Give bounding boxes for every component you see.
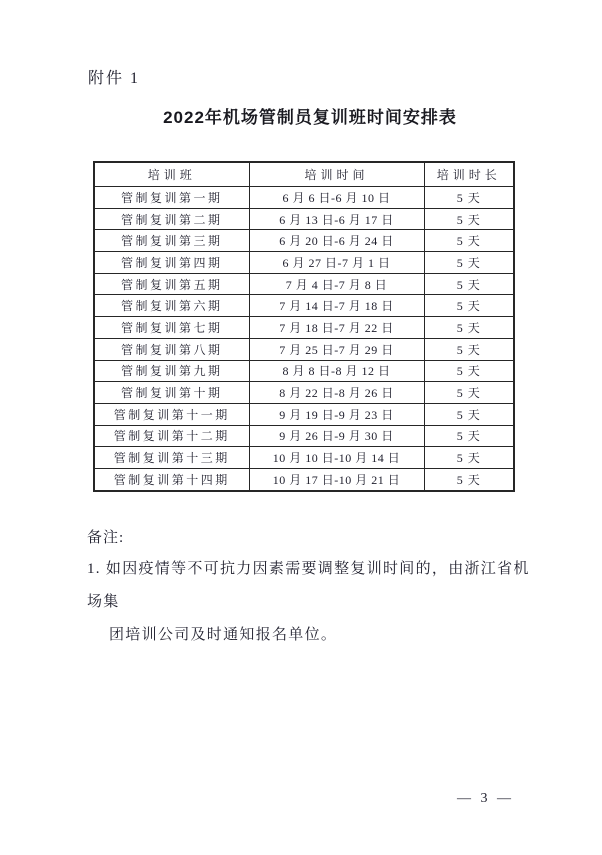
cell-duration: 5 天 [424, 273, 514, 295]
cell-duration: 5 天 [424, 338, 514, 360]
cell-training-time: 6 月 20 日-6 月 24 日 [249, 230, 424, 252]
cell-class-name: 管制复训第九期 [94, 360, 249, 382]
cell-training-time: 7 月 4 日-7 月 8 日 [249, 273, 424, 295]
cell-training-time: 9 月 19 日-9 月 23 日 [249, 403, 424, 425]
cell-class-name: 管制复训第八期 [94, 338, 249, 360]
cell-training-time: 7 月 25 日-7 月 29 日 [249, 338, 424, 360]
cell-class-name: 管制复训第十三期 [94, 447, 249, 469]
cell-class-name: 管制复训第六期 [94, 295, 249, 317]
cell-duration: 5 天 [424, 425, 514, 447]
table-row [94, 273, 514, 295]
table-row [94, 403, 514, 425]
table-row [94, 208, 514, 230]
column-header-duration: 培训时长 [424, 162, 514, 187]
cell-duration: 5 天 [424, 317, 514, 339]
notes-label: 备注: [87, 530, 125, 546]
cell-class-name: 管制复训第十一期 [94, 403, 249, 425]
cell-class-name: 管制复训第三期 [94, 230, 249, 252]
page-title: 2022年机场管制员复训班时间安排表 [163, 108, 457, 127]
cell-duration: 5 天 [424, 230, 514, 252]
cell-duration: 5 天 [424, 382, 514, 404]
cell-training-time: 6 月 13 日-6 月 17 日 [249, 208, 424, 230]
table-row [94, 230, 514, 252]
table-row [94, 360, 514, 382]
cell-duration: 5 天 [424, 295, 514, 317]
cell-training-time: 8 月 22 日-8 月 26 日 [249, 382, 424, 404]
cell-class-name: 管制复训第二期 [94, 208, 249, 230]
table-row [94, 468, 514, 490]
cell-training-time: 10 月 17 日-10 月 21 日 [249, 468, 424, 490]
table-header-row [94, 162, 514, 187]
cell-duration: 5 天 [424, 208, 514, 230]
table-row [94, 425, 514, 447]
cell-duration: 5 天 [424, 187, 514, 209]
cell-duration: 5 天 [424, 468, 514, 490]
note-item [87, 553, 532, 652]
cell-class-name: 管制复训第十期 [94, 382, 249, 404]
cell-training-time: 7 月 18 日-7 月 22 日 [249, 317, 424, 339]
table-row [94, 338, 514, 360]
column-header-class: 培训班 [94, 162, 249, 187]
cell-class-name: 管制复训第五期 [94, 273, 249, 295]
cell-class-name: 管制复训第四期 [94, 252, 249, 274]
table-row [94, 447, 514, 469]
cell-training-time: 9 月 26 日-9 月 30 日 [249, 425, 424, 447]
column-header-time: 培训时间 [249, 162, 424, 187]
table-row [94, 252, 514, 274]
cell-training-time: 7 月 14 日-7 月 18 日 [249, 295, 424, 317]
table-row [94, 382, 514, 404]
page-number: — 3 — [457, 791, 514, 806]
cell-training-time: 10 月 10 日-10 月 14 日 [249, 447, 424, 469]
cell-training-time: 6 月 6 日-6 月 10 日 [249, 187, 424, 209]
note-line: 团培训公司及时通知报名单位。 [109, 627, 338, 643]
cell-class-name: 管制复训第十二期 [94, 425, 249, 447]
cell-duration: 5 天 [424, 252, 514, 274]
note-line: 1. 如因疫情等不可抗力因素需要调整复训时间的，由浙江省机场集 [87, 561, 530, 610]
cell-training-time: 6 月 27 日-7 月 1 日 [249, 252, 424, 274]
attachment-label: 附件 1 [88, 70, 141, 87]
cell-training-time: 8 月 8 日-8 月 12 日 [249, 360, 424, 382]
cell-class-name: 管制复训第七期 [94, 317, 249, 339]
cell-duration: 5 天 [424, 447, 514, 469]
table-row [94, 295, 514, 317]
table-row [94, 317, 514, 339]
cell-class-name: 管制复训第十四期 [94, 468, 249, 490]
cell-duration: 5 天 [424, 403, 514, 425]
cell-class-name: 管制复训第一期 [94, 187, 249, 209]
table-row [94, 187, 514, 209]
cell-duration: 5 天 [424, 360, 514, 382]
schedule-table [93, 161, 515, 492]
